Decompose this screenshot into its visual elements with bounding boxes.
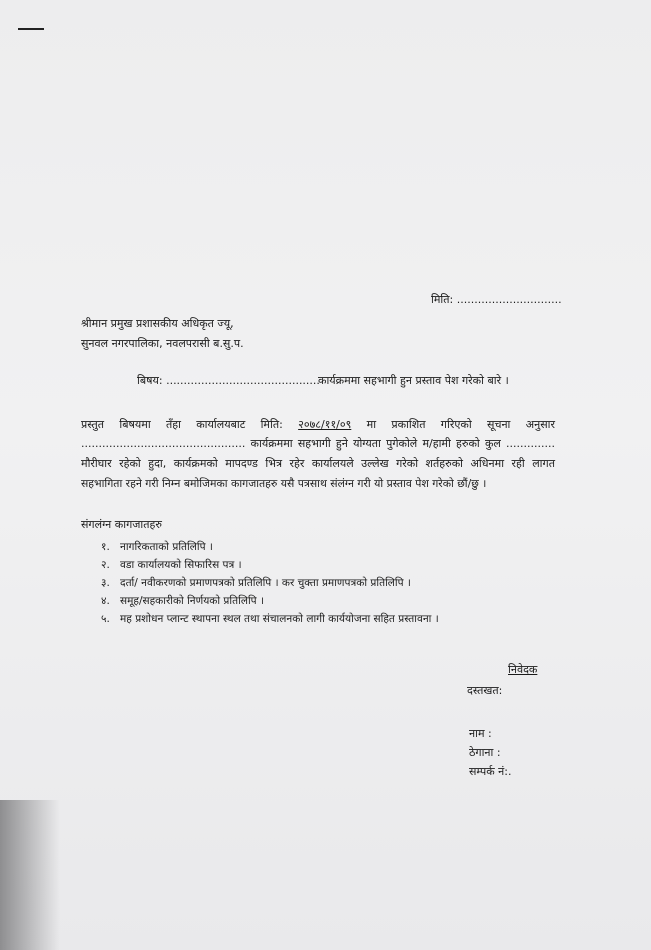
signature-label: दस्तखत: — [467, 684, 503, 697]
list-number: ४. — [101, 595, 110, 607]
body-line-3: मौरीघार रहेको हुदा, कार्यक्रमको मापदण्ड भित्र रहेर कार्यालयले उल्लेख गरेको शर्तहरुको अधिनमा रही लागत — [81, 457, 555, 470]
list-number: १. — [101, 541, 110, 553]
subject-label: बिषय: ............................................ — [137, 374, 320, 387]
corner-mark — [18, 28, 44, 30]
addressee-line-1: श्रीमान प्रमुख प्रशासकीय अधिकृत ज्यू, — [81, 317, 234, 330]
date-line: मिति: .............................. — [431, 293, 562, 306]
body-line-1a: प्रस्तुत बिषयमा तँहा कार्यालयबाट मिति: — [81, 418, 283, 431]
list-text: वडा कार्यालयको सिफारिस पत्र । — [120, 559, 242, 571]
published-date: २०७८/११/०९ — [298, 418, 352, 431]
body-line-2: ............................................... कार्यक्रममा सहभागी हुने योग्यता पुगेकोले म/हामी हरुको कुल .............. — [81, 437, 555, 450]
body-line-1 — [81, 418, 555, 432]
address-label: ठेगाना : — [469, 746, 501, 759]
signature-heading: निवेदक — [508, 663, 538, 676]
list-number: २. — [101, 559, 110, 571]
body-line-4: सहभागिता रहने गरी निम्न बमोजिमका कागजातहरु यसै पत्रसाथ संलंग्न गरी यो प्रस्ताव पेश गरेको छौं/छु । — [81, 477, 487, 490]
list-number: ३. — [101, 577, 110, 589]
attachments-heading: संगलंग्न कागजातहरु — [81, 518, 162, 531]
addressee-line-2: सुनवल नगरपालिका, नवलपरासी ब.सु.प. — [81, 337, 244, 350]
contact-label: सम्पर्क नं:. — [469, 765, 512, 778]
list-text: समूह/सहकारीको निर्णयको प्रतिलिपि । — [120, 595, 264, 607]
name-label: नाम : — [469, 727, 492, 740]
page-shadow — [0, 800, 60, 950]
list-text: मह प्रशोधन प्लान्ट स्थापना स्थल तथा संचालनको लागी कार्ययोजना सहित प्रस्तावना । — [120, 613, 439, 625]
list-text: नागरिकताको प्रतिलिपि । — [120, 541, 213, 553]
subject-text: कार्यक्रममा सहभागी हुन प्रस्ताव पेश गरेको बारे । — [318, 374, 509, 387]
list-number: ५. — [101, 613, 110, 625]
body-line-1b: मा प्रकाशित गरिएको सूचना अनुसार — [366, 418, 556, 431]
list-text: दर्ता/ नवीकरणको प्रमाणपत्रको प्रतिलिपि । कर चुक्ता प्रमाणपत्रको प्रतिलिपि । — [120, 577, 411, 589]
